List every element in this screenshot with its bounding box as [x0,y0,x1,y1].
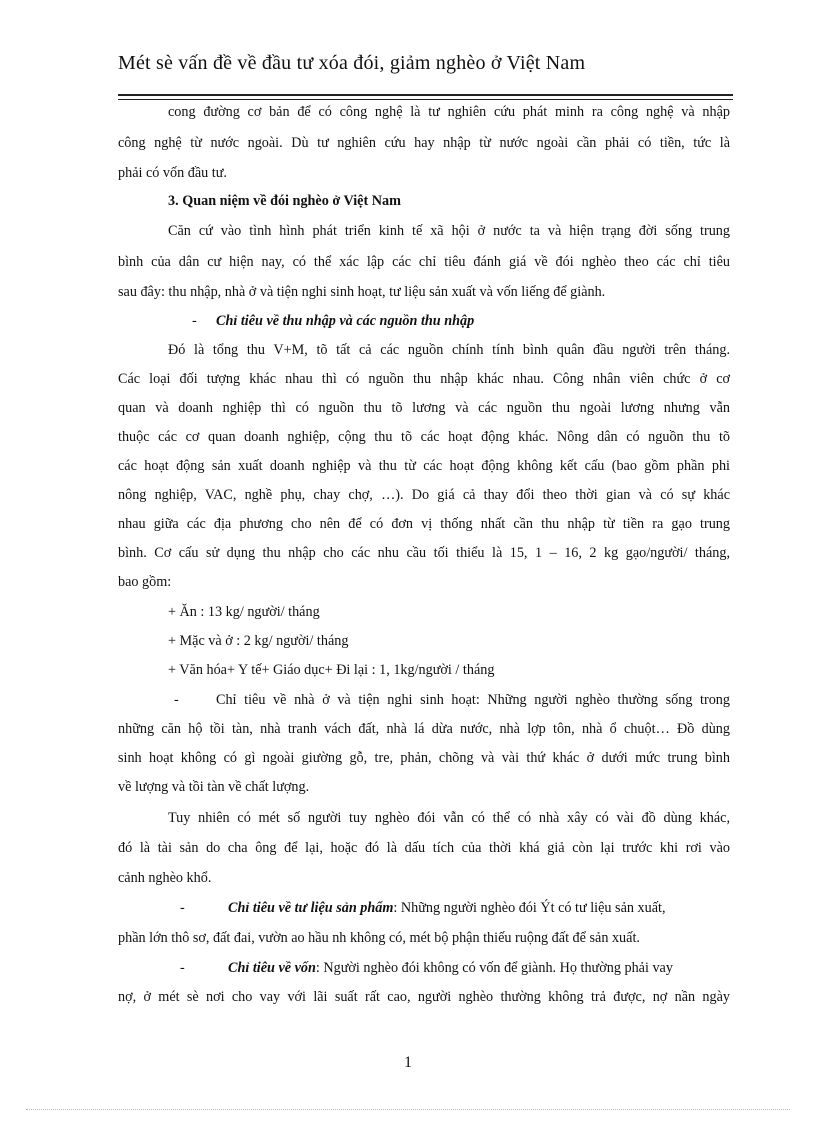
section-heading: 3. Quan niệm về đói nghèo ở Việt Nam [168,193,401,209]
footer-dotted-line [26,1109,790,1110]
subheading-capital: Chỉ tiêu về vốn [228,960,316,976]
text-line: bao gồm: [118,574,172,590]
bullet-dash: - [180,900,185,916]
text-line [228,958,673,978]
text-line: bình. Cơ cấu sử dụng thu nhập cho các nhu cầu tối thiểu là 15, 1 – 16, 2 kg gạo/người/ tháng, [118,545,730,561]
text-line: quan và doanh nghiệp thì có nguồn thu tõ lương và các nguồn thu ngoài lương nhưng vẫn [118,400,730,416]
text-line [228,898,666,918]
text-line: cong đường cơ bản để có công nghệ là tư nghiên cứu phát minh ra công nghệ và nhập [168,104,730,120]
text-line: nông nghiệp, VAC, nghề phụ, chay chợ, …). Do giá cả thay đổi theo thời gian và có sự khác [118,487,730,503]
text-line: bình của dân cư hiện nay, có thể xác lập các chỉ tiêu đánh giá về đói nghèo theo các chỉ tiêu [118,254,730,270]
text-line: cảnh nghèo khổ. [118,870,212,886]
bullet-dash: - [192,313,197,329]
text-line: nhau giữa các địa phương cho nên để có đơn vị thống nhất cần thu nhập từ tiền ra gạo trung [118,516,730,532]
list-item: + Mặc và ở : 2 kg/ người/ tháng [168,633,349,649]
subheading-income: Chỉ tiêu về thu nhập và các nguồn thu nhập [216,313,475,329]
text-line: Tuy nhiên có mét số người tuy nghèo đói vẫn có thể có nhà xây có vài đồ dùng khác, [168,810,730,826]
text-line: nợ, ở mét sè nơi cho vay với lãi suất rất cao, người nghèo thường không trả được, nợ nần ngày [118,989,730,1005]
text-line: Các loại đối tượng khác nhau thì có nguồn thu nhập khác nhau. Công nhân viên chức ở cơ [118,371,730,387]
subheading-means-of-production: Chỉ tiêu về tư liệu sản phẩm [228,900,394,916]
list-item: + Văn hóa+ Y tế+ Giáo dục+ Đi lại : 1, 1kg/người / tháng [168,662,495,678]
list-item: + Ăn : 13 kg/ người/ tháng [168,604,320,620]
text-line: sinh hoạt không có gì ngoài giường gỗ, tre, phản, chõng và vài thứ khác ở dưới mức trung bình [118,750,730,766]
text-line: đó là tài sản do cha ông để lại, hoặc đó là dấu tích của thời khá giả còn lại trước khi rơi vào [118,840,730,856]
text-line: những căn hộ tồi tàn, nhà tranh vách đất, nhà lá dừa nước, nhà lợp tôn, nhà ổ chuột… Đồ dùng [118,721,730,737]
text-span: : Những người nghèo đói Ýt có tư liệu sản xuất, [393,900,666,916]
text-line: các hoạt động sản xuất doanh nghiệp và thu từ các hoạt động không kết cấu (bao gồm phần phi [118,458,730,474]
text-line: sau đây: thu nhập, nhà ở và tiện nghi sinh hoạt, tư liệu sản xuất và vốn liếng để giành. [118,284,606,300]
bullet-dash: - [180,960,185,976]
text-line: công nghệ từ nước ngoài. Dù tư nghiên cứu hay nhập từ nước ngoài cần phải có tiền, tức là [118,135,730,151]
text-line: Căn cứ vào tình hình phát triển kinh tế xã hội ở nước ta và hiện trạng đời sống trung [168,223,730,239]
text-span: : Người nghèo đói không có vốn để giành. Họ thường phải vay [315,960,673,976]
text-line: về lượng và tồi tàn về chất lượng. [118,779,310,795]
header-rule-thick [118,94,733,96]
text-line: phần lớn thô sơ, đất đai, vườn ao hầu nh không có, mét bộ phận thiếu ruộng đất để sản xuất. [118,930,640,946]
page-number: 1 [404,1054,412,1071]
text-line: phải có vốn đầu tư. [118,165,227,181]
text-line: thuộc các cơ quan doanh nghiệp, cộng thu tõ các hoạt động khác. Nông dân có nguồn thu tõ [118,429,730,445]
text-line: Đó là tổng thu V+M, tõ tất cả các nguồn chính tính bình quân đầu người trên tháng. [168,342,730,358]
bullet-dash: - [174,692,179,708]
page-title: Mét sè vấn đề về đầu tư xóa đói, giảm nghèo ở Việt Nam [118,52,586,74]
header-rule-thin [118,99,733,100]
text-line: Chỉ tiêu về nhà ở và tiện nghi sinh hoạt: Những người nghèo thường sống trong [216,692,730,708]
